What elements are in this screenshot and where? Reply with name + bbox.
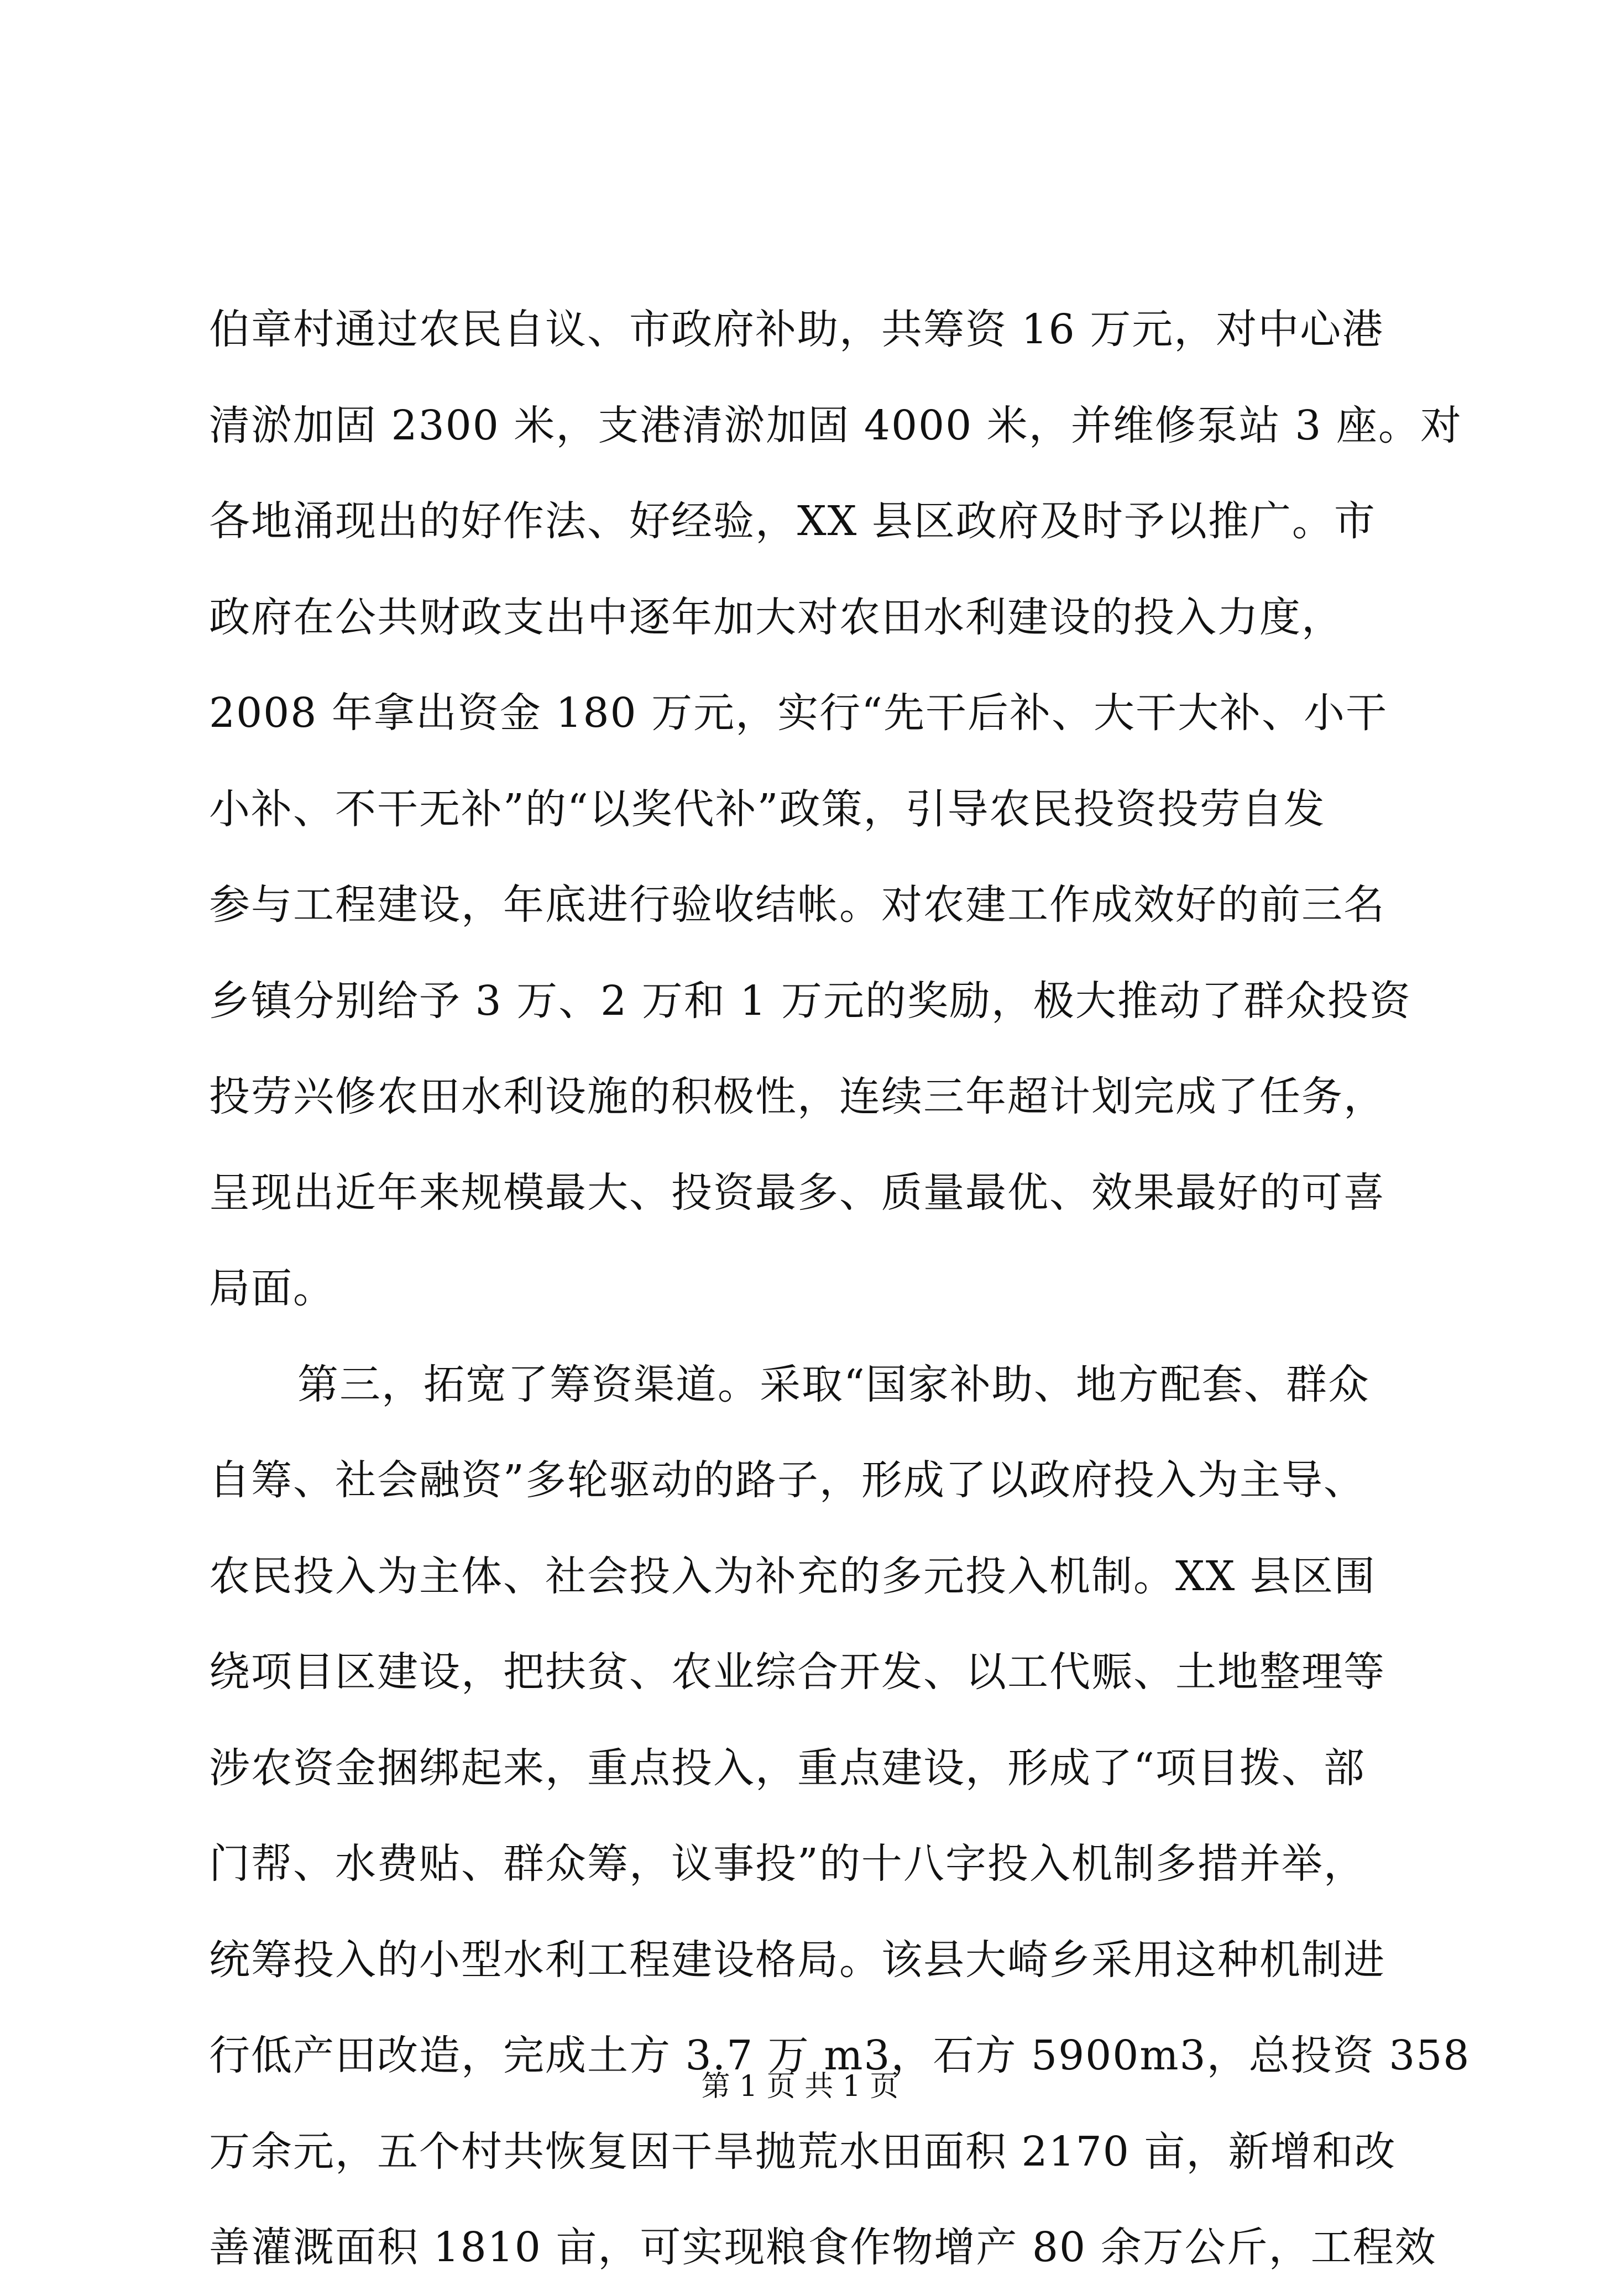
page-footer xyxy=(0,2067,1600,2106)
text-line-20: 万余元，五个村共恢复因干旱抛荒水田面积 2170 亩，新增和改 xyxy=(209,2127,1397,2176)
text-line-9: 投劳兴修农田水利设施的积极性，连续三年超计划完成了任务， xyxy=(209,1073,1385,1120)
text-line-19: 行低产田改造，完成土方 3.7 万 m3，石方 5900m3，总投资 358 xyxy=(209,2032,1471,2079)
text-line-7: 参与工程建设，年底进行验收结帐。对农建工作成效好的前三名 xyxy=(209,881,1385,929)
page-number-label: 第 1 页 共 1 页 xyxy=(701,2070,899,2103)
text-line-6: 小补、不干无补”的“以奖代补”政策，引导农民投资投劳自发 xyxy=(209,785,1326,833)
text-line-17: 门帮、水费贴、群众筹，议事投”的十八字投入机制多措并举， xyxy=(209,1840,1366,1888)
text-line-15: 绕项目区建设，把扶贫、农业综合开发、以工代赈、土地整理等 xyxy=(209,1648,1385,1696)
text-line-3: 各地涌现出的好作法、好经验，XX 县区政府及时予以推广。市 xyxy=(209,497,1376,545)
text-line-1: 伯章村通过农民自议、市政府补助，共筹资 16 万元，对中心港 xyxy=(209,306,1384,353)
body-text xyxy=(209,282,1471,2296)
text-line-18: 统筹投入的小型水利工程建设格局。该县大崎乡采用这种机制进 xyxy=(209,1936,1385,1984)
text-line-21: 善灌溉面积 1810 亩，可实现粮食作物增产 80 余万公斤，工程效 xyxy=(209,2224,1437,2271)
text-line-4: 政府在公共财政支出中逐年加大对农田水利建设的投入力度， xyxy=(209,593,1343,641)
text-line-16: 涉农资金捆绑起来，重点投入，重点建设，形成了“项目拨、部 xyxy=(209,1744,1366,1792)
text-line-10: 呈现出近年来规模最大、投资最多、质量最优、效果最好的可喜 xyxy=(209,1168,1385,1217)
text-line-11: 局面。 xyxy=(209,1265,335,1312)
text-line-5: 2008 年拿出资金 180 万元，实行“先干后补、大干大补、小干 xyxy=(209,689,1388,737)
text-line-13: 自筹、社会融资”多轮驱动的路子，形成了以政府投入为主导、 xyxy=(209,1456,1366,1504)
text-line-2: 清淤加固 2300 米，支港清淤加固 4000 米，并维修泵站 3 座。对 xyxy=(209,401,1462,449)
text-line-14: 农民投入为主体、社会投入为补充的多元投入机制。XX 县区围 xyxy=(209,1552,1376,1600)
text-line-12: 第三，拓宽了筹资渠道。采取“国家补助、地方配套、群众 xyxy=(297,1360,1370,1408)
text-line-8: 乡镇分别给予 3 万、2 万和 1 万元的奖励，极大推动了群众投资 xyxy=(209,977,1411,1025)
